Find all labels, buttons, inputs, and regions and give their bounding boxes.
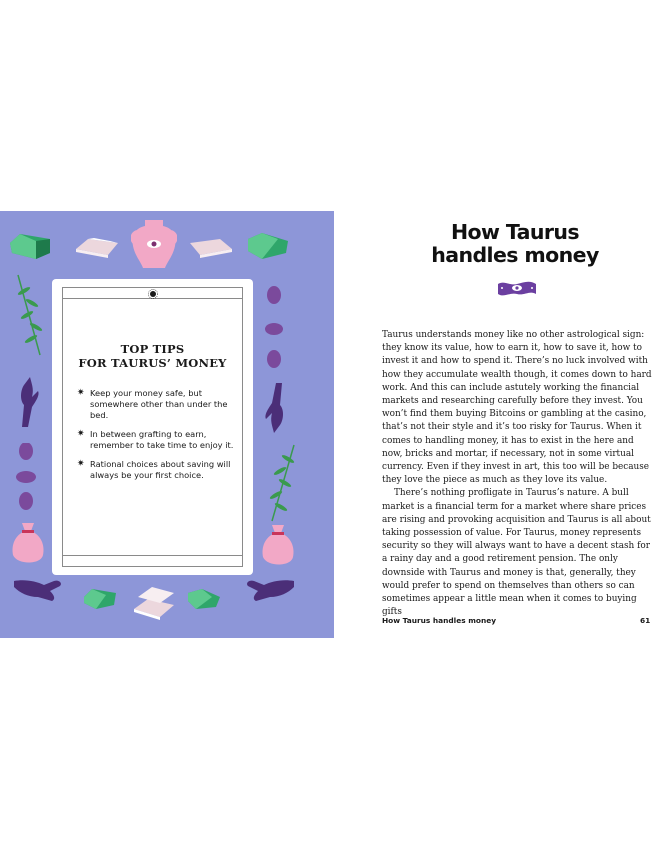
gold-bar-icon [74,235,120,259]
green-crystal-icon [6,231,54,261]
paragraph: There’s nothing profligate in Taurus’s nature. A bull market is a financial term for a market where share prices are rising and provoking acquisition and Taurus is all about taking possession of value. For Taurus, money represents security so they will always want to have a decent stash for a rainy day and a good retirement pension. The only downside with Taurus and money is that, generally, they would prefer to spend on themselves than others so can sometimes appear a little mean when it comes to buying gifts [382,488,651,618]
paragraph: Taurus understands money like no other astrological sign: they know its value, how to earn it, how to save it, how to invest it and how to spend it. There’s no luck involved with how they accumulate wealth though, it comes down to hard work. And this can include astutely working the financial markets and researching carefully before they invest. You won’t find them buying Bitcoins or gambling at the casino, that’s not their style and it’s too risky for Taurus. When it comes to handling money, it has to exist in the here and now, bricks and mortar, if necessary, not in some virtual currency. Even if they invest in art, this too will be because they love the piece as much as they love its value. [382,330,652,486]
body-text [382,329,654,619]
tips-card [52,279,253,575]
star-icon: ✷ [77,388,85,398]
green-crystal-icon [244,231,292,261]
running-footer: How Taurus handles money [382,616,497,625]
hand-icon [264,381,288,435]
money-bag-icon [260,523,296,569]
gold-bar-stack-icon [130,583,178,621]
list-item [77,459,234,481]
hand-icon [242,577,296,603]
banknote-eye-icon [496,279,538,302]
tips-card-border [62,287,243,567]
green-crystal-icon [82,587,118,611]
money-bag-icon [10,521,46,567]
star-icon: ✷ [77,459,85,469]
tip-text: Keep your money safe, but somewhere other than under the bed. [90,388,228,420]
sun-icon [148,289,158,299]
vase-icon [131,218,177,270]
tip-text: In between grafting to earn, remember to take time to enjoy it. [90,429,234,450]
hand-icon [18,375,40,429]
page-title-line: How Taurus [451,220,579,244]
tips-title-line: FOR TAURUS’ MONEY [78,356,227,370]
hand-icon [12,577,66,603]
tips-list [77,388,234,489]
coin-stack-icon [15,443,37,513]
tip-text: Rational choices about saving will always be your first choice. [90,459,231,480]
list-item [77,388,234,421]
page-title [410,221,620,267]
list-item [77,429,234,451]
page-number: 61 [640,616,651,625]
star-icon: ✷ [77,429,85,439]
green-crystal-icon [186,587,222,611]
tips-title-line: TOP TIPS [120,342,185,356]
tips-title [63,342,242,370]
illustration-panel [0,211,334,638]
gold-bar-icon [188,235,234,259]
moon-icon [148,555,158,565]
coin-stack-icon [264,285,286,369]
page-title-line: handles money [431,243,599,267]
leaf-branch-icon [266,443,298,523]
leaf-branch-icon [14,273,46,357]
